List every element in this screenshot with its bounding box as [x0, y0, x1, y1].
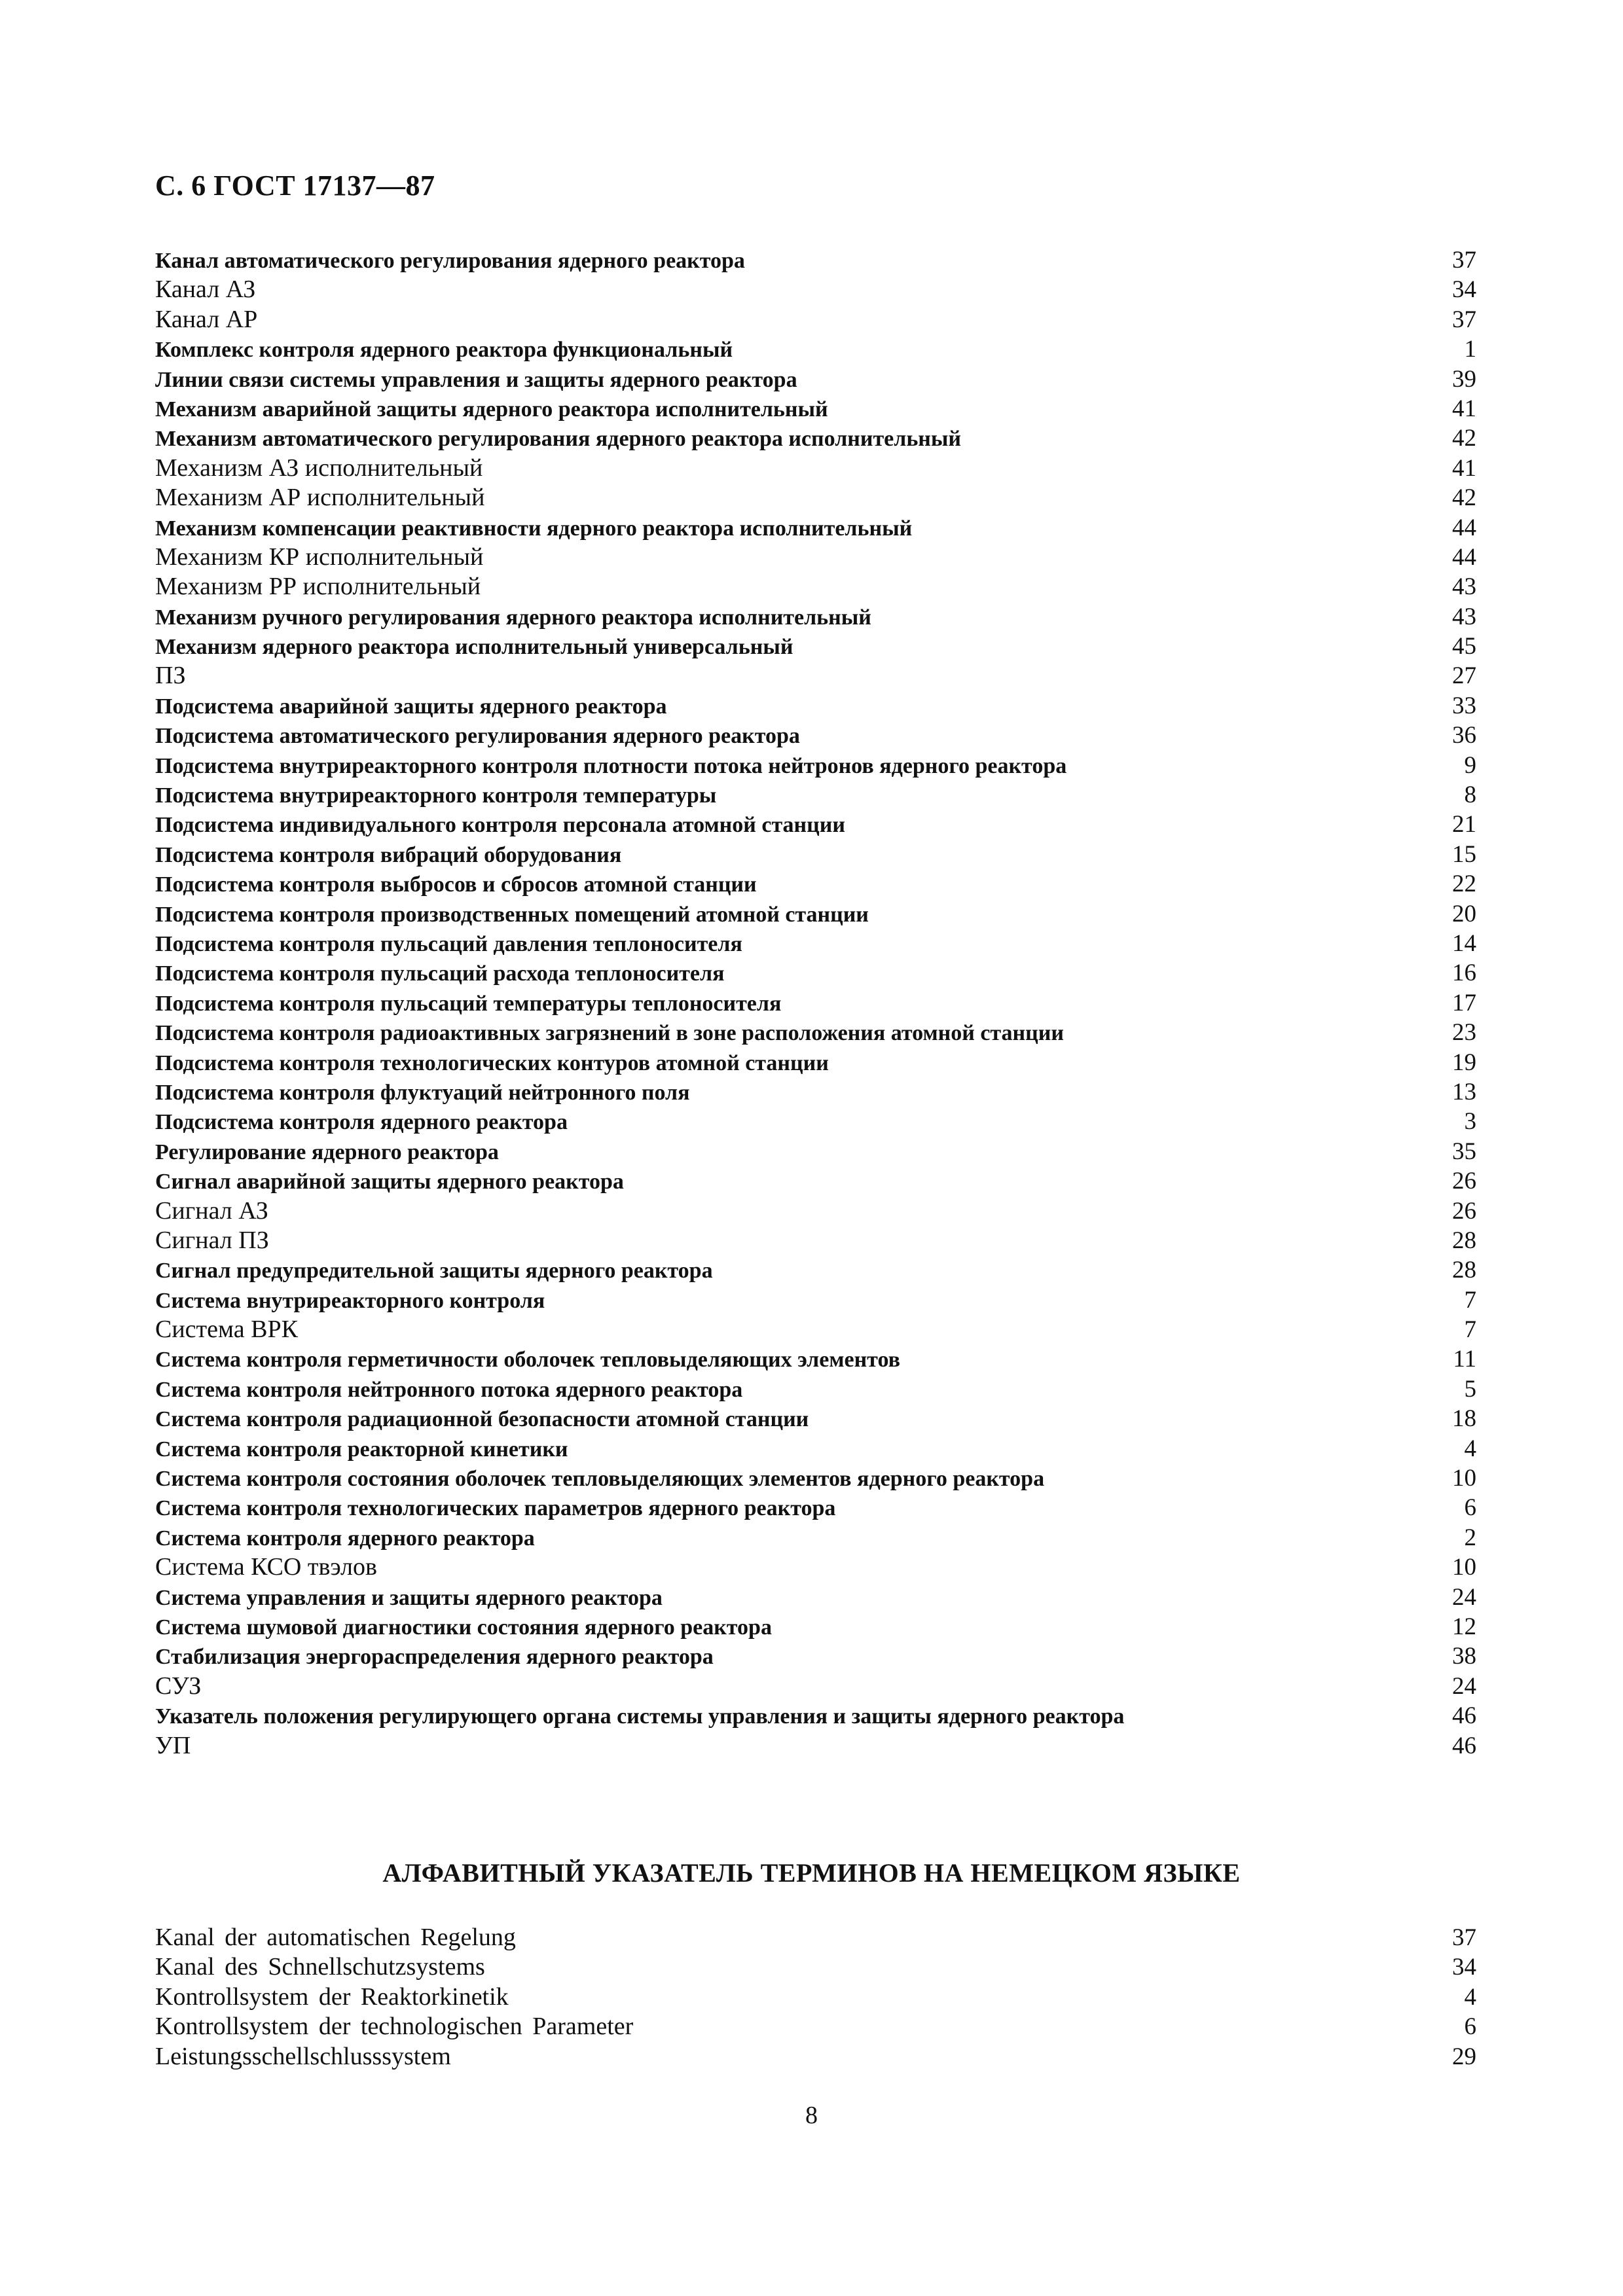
russian-index-page-ref: 7: [1464, 1286, 1476, 1314]
russian-index-page-ref: 15: [1452, 840, 1476, 868]
russian-index-entry: [155, 1018, 1476, 1047]
russian-index-entry: [155, 840, 1476, 869]
russian-index-entry: [155, 1374, 1476, 1404]
russian-index-entry: [155, 632, 1476, 661]
russian-index-term: Подсистема автоматического регулирования ядерного реактора: [155, 724, 800, 749]
russian-index-entry: [155, 1701, 1476, 1731]
russian-index-term: Система шумовой диагностики состояния ядерного реактора: [155, 1615, 772, 1640]
russian-index-entry: [155, 305, 1476, 334]
russian-index-entry: [155, 1077, 1476, 1107]
russian-index-term: Система контроля ядерного реактора: [155, 1526, 535, 1551]
russian-index-page-ref: 6: [1464, 1494, 1476, 1522]
russian-index-page-ref: 35: [1452, 1138, 1476, 1165]
russian-index-term: Подсистема индивидуального контроля персонала атомной станции: [155, 813, 845, 838]
russian-index-entry: [155, 1344, 1476, 1374]
russian-index-entry: [155, 1226, 1476, 1255]
russian-index-page-ref: 24: [1452, 1672, 1476, 1700]
russian-index-term: Регулирование ядерного реактора: [155, 1139, 499, 1164]
russian-index-page-ref: 22: [1452, 870, 1476, 898]
russian-index-term: Система контроля радиационной безопасности атомной станции: [155, 1407, 809, 1432]
russian-term-index: [155, 245, 1476, 1761]
russian-index-entry: [155, 1137, 1476, 1166]
russian-index-page-ref: 38: [1452, 1643, 1476, 1670]
russian-index-term: Механизм компенсации реактивности ядерного реактора исполнительный: [155, 516, 913, 541]
russian-index-entry: [155, 721, 1476, 750]
russian-index-page-ref: 33: [1452, 692, 1476, 719]
russian-index-page-ref: 20: [1452, 900, 1476, 927]
russian-index-term: Подсистема контроля вибраций оборудования: [155, 842, 622, 867]
russian-index-entry: [155, 275, 1476, 304]
russian-index-term: Подсистема контроля пульсаций давления теплоносителя: [155, 931, 742, 956]
russian-index-page-ref: 41: [1452, 395, 1476, 422]
german-index-term: Kontrollsystem der technologischen Parameter: [155, 2013, 634, 2041]
russian-index-entry: [155, 1048, 1476, 1077]
russian-index-term: Подсистема аварийной защиты ядерного реактора: [155, 694, 667, 719]
russian-index-entry: [155, 1523, 1476, 1552]
german-term-index: [155, 1923, 1476, 2072]
russian-index-page-ref: 46: [1452, 1732, 1476, 1759]
russian-index-page-ref: 28: [1452, 1227, 1476, 1254]
russian-index-term: Система контроля герметичности оболочек тепловыделяющих элементов: [155, 1348, 900, 1372]
russian-index-entry: [155, 454, 1476, 483]
russian-index-term: Канал автоматического регулирования ядерного реактора: [155, 249, 745, 273]
russian-index-page-ref: 43: [1452, 573, 1476, 601]
russian-index-page-ref: 2: [1464, 1524, 1476, 1551]
german-index-term: Kanal des Schnellschutzsystems: [155, 1953, 485, 1981]
russian-index-term: Механизм ручного регулирования ядерного реактора исполнительный: [155, 605, 871, 630]
russian-index-entry: [155, 661, 1476, 691]
russian-index-term: Линии связи системы управления и защиты ядерного реактора: [155, 367, 797, 392]
german-index-entry: [155, 1952, 1476, 1982]
german-index-page-ref: 4: [1464, 1983, 1476, 2011]
russian-index-term: Система управления и защиты ядерного реактора: [155, 1585, 663, 1610]
russian-index-entry: [155, 1552, 1476, 1582]
russian-index-entry: [155, 423, 1476, 453]
german-index-page-ref: 6: [1464, 2013, 1476, 2041]
russian-index-page-ref: 19: [1452, 1049, 1476, 1076]
russian-index-term: Система ВРК: [155, 1316, 298, 1344]
russian-index-entry: [155, 810, 1476, 839]
russian-index-term: Сигнал АЗ: [155, 1196, 268, 1225]
russian-index-term: Сигнал предупредительной защиты ядерного реактора: [155, 1259, 713, 1283]
russian-index-page-ref: 23: [1452, 1019, 1476, 1047]
russian-index-page-ref: 13: [1452, 1078, 1476, 1105]
russian-index-term: Механизм автоматического регулирования ядерного реактора исполнительный: [155, 427, 962, 452]
russian-index-page-ref: 12: [1452, 1613, 1476, 1640]
russian-index-entry: [155, 1731, 1476, 1761]
russian-index-term: ПЗ: [155, 662, 186, 690]
russian-index-term: Механизм АР исполнительный: [155, 484, 485, 512]
russian-index-page-ref: 45: [1452, 633, 1476, 660]
russian-index-page-ref: 26: [1452, 1197, 1476, 1225]
russian-index-term: Система внутриреакторного контроля: [155, 1288, 545, 1313]
russian-index-entry: [155, 1612, 1476, 1641]
russian-index-entry: [155, 1315, 1476, 1344]
page-header: С. 6 ГОСТ 17137—87: [155, 170, 435, 202]
russian-index-page-ref: 9: [1464, 751, 1476, 779]
german-index-entry: [155, 1923, 1476, 1952]
german-index-term: Kontrollsystem der Reaktorkinetik: [155, 1982, 509, 2011]
russian-index-term: Подсистема контроля пульсаций расхода теплоносителя: [155, 961, 725, 986]
russian-index-page-ref: 24: [1452, 1583, 1476, 1611]
russian-index-page-ref: 34: [1452, 276, 1476, 304]
russian-index-page-ref: 43: [1452, 603, 1476, 630]
russian-index-entry: [155, 483, 1476, 512]
russian-index-entry: [155, 691, 1476, 721]
russian-index-term: Подсистема внутриреакторного контроля температуры: [155, 783, 717, 808]
russian-index-term: Система КСО твэлов: [155, 1553, 377, 1581]
russian-index-page-ref: 8: [1464, 781, 1476, 809]
russian-index-page-ref: 44: [1452, 543, 1476, 571]
russian-index-term: Подсистема контроля радиоактивных загрязнений в зоне расположения атомной станции: [155, 1021, 1064, 1046]
german-index-page-ref: 34: [1452, 1954, 1476, 1981]
german-index-page-ref: 37: [1452, 1924, 1476, 1951]
russian-index-term: СУЗ: [155, 1672, 202, 1700]
russian-index-term: Механизм КР исполнительный: [155, 543, 484, 571]
russian-index-entry: [155, 1285, 1476, 1315]
russian-index-entry: [155, 1463, 1476, 1493]
russian-index-page-ref: 42: [1452, 425, 1476, 452]
german-index-page-ref: 29: [1452, 2043, 1476, 2070]
russian-index-term: Подсистема контроля технологических контуров атомной станции: [155, 1050, 829, 1075]
russian-index-page-ref: 28: [1452, 1257, 1476, 1284]
russian-index-term: Стабилизация энергораспределения ядерного реактора: [155, 1645, 714, 1670]
russian-index-entry: [155, 513, 1476, 543]
russian-index-term: Сигнал аварийной защиты ядерного реактора: [155, 1170, 624, 1194]
page-number: 8: [805, 2102, 818, 2129]
russian-index-entry: [155, 1196, 1476, 1226]
russian-index-entry: [155, 929, 1476, 958]
russian-index-entry: [155, 245, 1476, 275]
russian-index-page-ref: 5: [1464, 1375, 1476, 1403]
russian-index-page-ref: 11: [1453, 1346, 1476, 1373]
russian-index-entry: [155, 1255, 1476, 1285]
russian-index-page-ref: 27: [1452, 662, 1476, 690]
russian-index-term: Подсистема контроля выбросов и сбросов атомной станции: [155, 872, 757, 897]
russian-index-term: Сигнал ПЗ: [155, 1226, 269, 1254]
russian-index-entry: [155, 899, 1476, 929]
russian-index-term: Подсистема контроля пульсаций температуры теплоносителя: [155, 991, 782, 1016]
russian-index-entry: [155, 1641, 1476, 1671]
russian-index-page-ref: 16: [1452, 960, 1476, 987]
russian-index-term: Система контроля технологических параметров ядерного реактора: [155, 1496, 836, 1521]
german-index-entry: [155, 2042, 1476, 2072]
russian-index-page-ref: 37: [1452, 306, 1476, 333]
russian-index-term: Канал АЗ: [155, 276, 256, 304]
russian-index-page-ref: 10: [1452, 1465, 1476, 1492]
russian-index-entry: [155, 958, 1476, 988]
russian-index-entry: [155, 1434, 1476, 1463]
russian-index-entry: [155, 1166, 1476, 1196]
russian-index-term: Подсистема контроля производственных помещений атомной станции: [155, 902, 869, 927]
russian-index-page-ref: 18: [1452, 1405, 1476, 1433]
russian-index-term: Механизм ядерного реактора исполнительный универсальный: [155, 635, 793, 660]
russian-index-page-ref: 44: [1452, 514, 1476, 541]
russian-index-entry: [155, 543, 1476, 572]
russian-index-term: Система контроля реакторной кинетики: [155, 1437, 568, 1462]
russian-index-page-ref: 1: [1464, 336, 1476, 363]
russian-index-page-ref: 26: [1452, 1168, 1476, 1195]
russian-index-entry: [155, 1493, 1476, 1522]
russian-index-page-ref: 10: [1452, 1554, 1476, 1581]
russian-index-page-ref: 39: [1452, 365, 1476, 393]
russian-index-term: Указатель положения регулирующего органа системы управления и защиты ядерного реактора: [155, 1704, 1125, 1729]
russian-index-page-ref: 17: [1452, 989, 1476, 1016]
russian-index-term: Механизм аварийной защиты ядерного реактора исполнительный: [155, 397, 828, 422]
russian-index-entry: [155, 869, 1476, 899]
russian-index-term: Комплекс контроля ядерного реактора функциональный: [155, 338, 733, 363]
russian-index-term: Канал АР: [155, 305, 258, 333]
russian-index-entry: [155, 780, 1476, 810]
german-index-term: Kanal der automatischen Regelung: [155, 1924, 516, 1951]
russian-index-term: УП: [155, 1731, 191, 1759]
russian-index-page-ref: 7: [1464, 1316, 1476, 1344]
russian-index-entry: [155, 1107, 1476, 1136]
russian-index-entry: [155, 365, 1476, 394]
german-index-term: Leistungsschellschlusssystem: [155, 2042, 451, 2070]
russian-index-entry: [155, 602, 1476, 632]
russian-index-term: Система контроля нейтронного потока ядерного реактора: [155, 1377, 743, 1402]
russian-index-page-ref: 21: [1452, 811, 1476, 838]
russian-index-term: Механизм АЗ исполнительный: [155, 454, 483, 482]
russian-index-entry: [155, 1404, 1476, 1433]
russian-index-page-ref: 14: [1452, 929, 1476, 957]
russian-index-term: Подсистема внутриреакторного контроля плотности потока нейтронов ядерного реактора: [155, 753, 1067, 778]
russian-index-page-ref: 42: [1452, 484, 1476, 512]
russian-index-entry: [155, 1583, 1476, 1612]
russian-index-page-ref: 46: [1452, 1702, 1476, 1730]
russian-index-page-ref: 4: [1464, 1435, 1476, 1462]
russian-index-term: Механизм РР исполнительный: [155, 573, 481, 601]
russian-index-page-ref: 37: [1452, 247, 1476, 274]
russian-index-page-ref: 36: [1452, 722, 1476, 749]
russian-index-entry: [155, 1672, 1476, 1701]
russian-index-entry: [155, 334, 1476, 364]
russian-index-term: Подсистема контроля ядерного реактора: [155, 1110, 568, 1135]
russian-index-entry: [155, 572, 1476, 601]
german-index-entry: [155, 1982, 1476, 2012]
russian-index-entry: [155, 988, 1476, 1018]
russian-index-entry: [155, 751, 1476, 780]
russian-index-page-ref: 3: [1464, 1108, 1476, 1136]
german-section-title: АЛФАВИТНЫЙ УКАЗАТЕЛЬ ТЕРМИНОВ НА НЕМЕЦКОМ ЯЗЫКЕ: [382, 1858, 1241, 1888]
russian-index-term: Система контроля состояния оболочек тепловыделяющих элементов ядерного реактора: [155, 1467, 1045, 1492]
russian-index-entry: [155, 394, 1476, 423]
german-index-entry: [155, 2012, 1476, 2041]
russian-index-page-ref: 41: [1452, 454, 1476, 482]
russian-index-term: Подсистема контроля флуктуаций нейтронного поля: [155, 1080, 690, 1105]
